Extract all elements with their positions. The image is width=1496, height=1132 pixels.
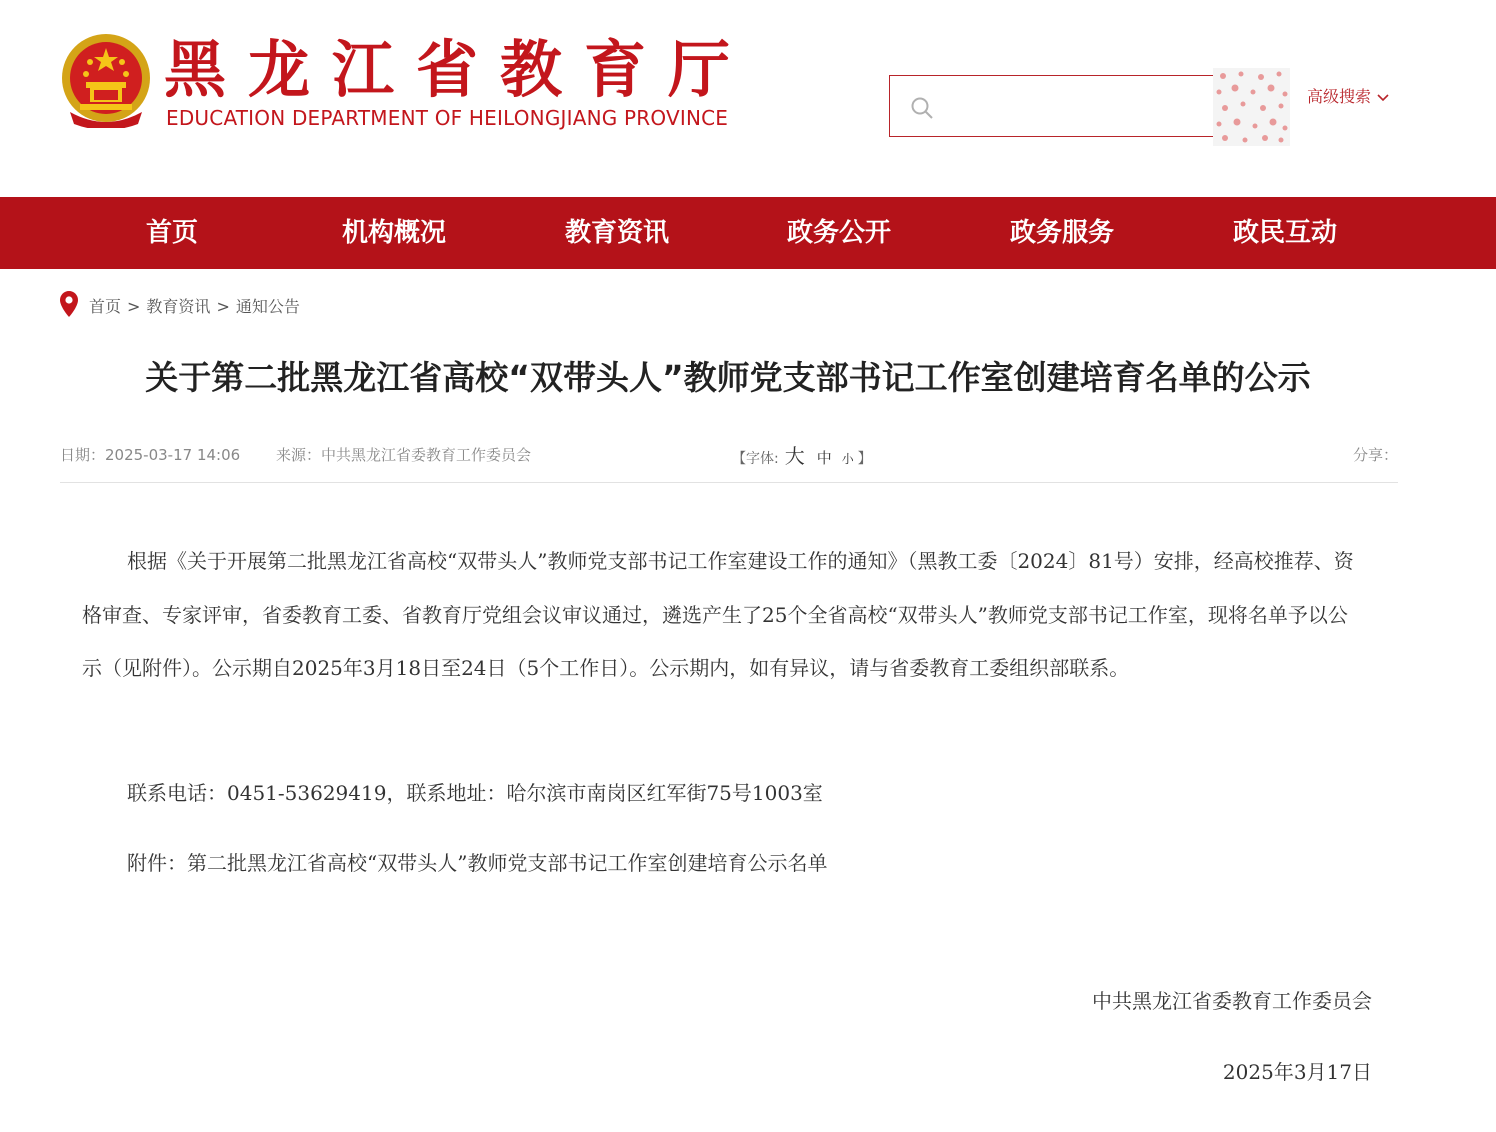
nav-item-organization[interactable]: 机构概况 bbox=[342, 218, 447, 248]
chevron-down-icon bbox=[1377, 94, 1389, 102]
attachment-paragraph bbox=[82, 848, 1362, 878]
nav-item-government-affairs[interactable]: 政务公开 bbox=[787, 218, 892, 248]
font-size-control bbox=[732, 440, 872, 469]
nav-item-interaction[interactable]: 政民互动 bbox=[1233, 218, 1338, 248]
article-paragraph: 根据《关于开展第二批黑龙江省高校“双带头人”教师党支部书记工作室建设工作的通知》（黑教工委〔2024〕81号）安排，经高校推荐、资格审查、专家评审，省委教育工委、省教育厅党组会议审议通过，遴选产生了25个全省高校“双带头人”教师党支部书记工作室，现将名单予以公示（见附件）。公示期自2025年3月18日至24日（5个工作日）。公示期内，如有异议，请与省委教育工委组织部联系。 bbox=[82, 549, 1354, 680]
attachment-link[interactable]: 第二批黑龙江省高校“双带头人”教师党支部书记工作室创建培育公示名单 bbox=[187, 851, 828, 875]
search-icon bbox=[910, 96, 934, 120]
location-pin-icon bbox=[60, 291, 78, 317]
article-body bbox=[82, 535, 1362, 875]
site-title[interactable]: 黑龙江省教育厅 bbox=[164, 33, 753, 106]
signature-organization: 中共黑龙江省委教育工作委员会 bbox=[1092, 989, 1372, 1013]
contact-paragraph: 联系电话：0451-53629419，联系地址：哈尔滨市南岗区红军街75号1003室 bbox=[127, 781, 823, 805]
search-button[interactable] bbox=[1213, 68, 1290, 146]
breadcrumb-notices[interactable]: 通知公告 bbox=[235, 297, 300, 316]
breadcrumb-education-news[interactable]: 教育资讯 bbox=[146, 297, 211, 316]
font-size-label: 【字体: bbox=[732, 451, 779, 467]
attachment-prefix: 附件： bbox=[127, 851, 187, 875]
publish-date: 日期：2025-03-17 14:06 bbox=[60, 446, 241, 464]
font-medium-button[interactable]: 中 bbox=[816, 449, 832, 467]
advanced-search-label: 高级搜索 bbox=[1307, 87, 1372, 106]
divider bbox=[60, 482, 1398, 483]
search-box[interactable] bbox=[889, 75, 1215, 137]
breadcrumb-separator: > bbox=[216, 297, 230, 316]
national-emblem-icon[interactable] bbox=[60, 32, 152, 128]
nav-item-government-services[interactable]: 政务服务 bbox=[1010, 218, 1115, 248]
breadcrumb-home[interactable]: 首页 bbox=[89, 297, 122, 316]
nav-item-education-news[interactable]: 教育资讯 bbox=[565, 218, 670, 248]
signature-date: 2025年3月17日 bbox=[1222, 1060, 1372, 1084]
font-small-button[interactable]: 小 bbox=[841, 452, 854, 466]
main-navbar bbox=[0, 197, 1496, 269]
article-source: 来源：中共黑龙江省委教育工作委员会 bbox=[276, 446, 532, 464]
search-input[interactable] bbox=[946, 86, 1200, 128]
advanced-search-link[interactable] bbox=[1307, 84, 1389, 107]
site-subtitle: EDUCATION DEPARTMENT OF HEILONGJIANG PROVINCE bbox=[166, 106, 729, 130]
article-title: 关于第二批黑龙江省高校“双带头人”教师党支部书记工作室创建培育名单的公示 bbox=[145, 358, 1311, 397]
nav-item-home[interactable]: 首页 bbox=[146, 218, 199, 248]
font-size-close: 】 bbox=[857, 451, 872, 467]
font-large-button[interactable]: 大 bbox=[784, 444, 805, 468]
share-label: 分享： bbox=[1352, 446, 1398, 464]
site-header bbox=[0, 0, 1496, 197]
breadcrumb-separator: > bbox=[127, 297, 141, 316]
article-meta bbox=[60, 440, 1398, 470]
